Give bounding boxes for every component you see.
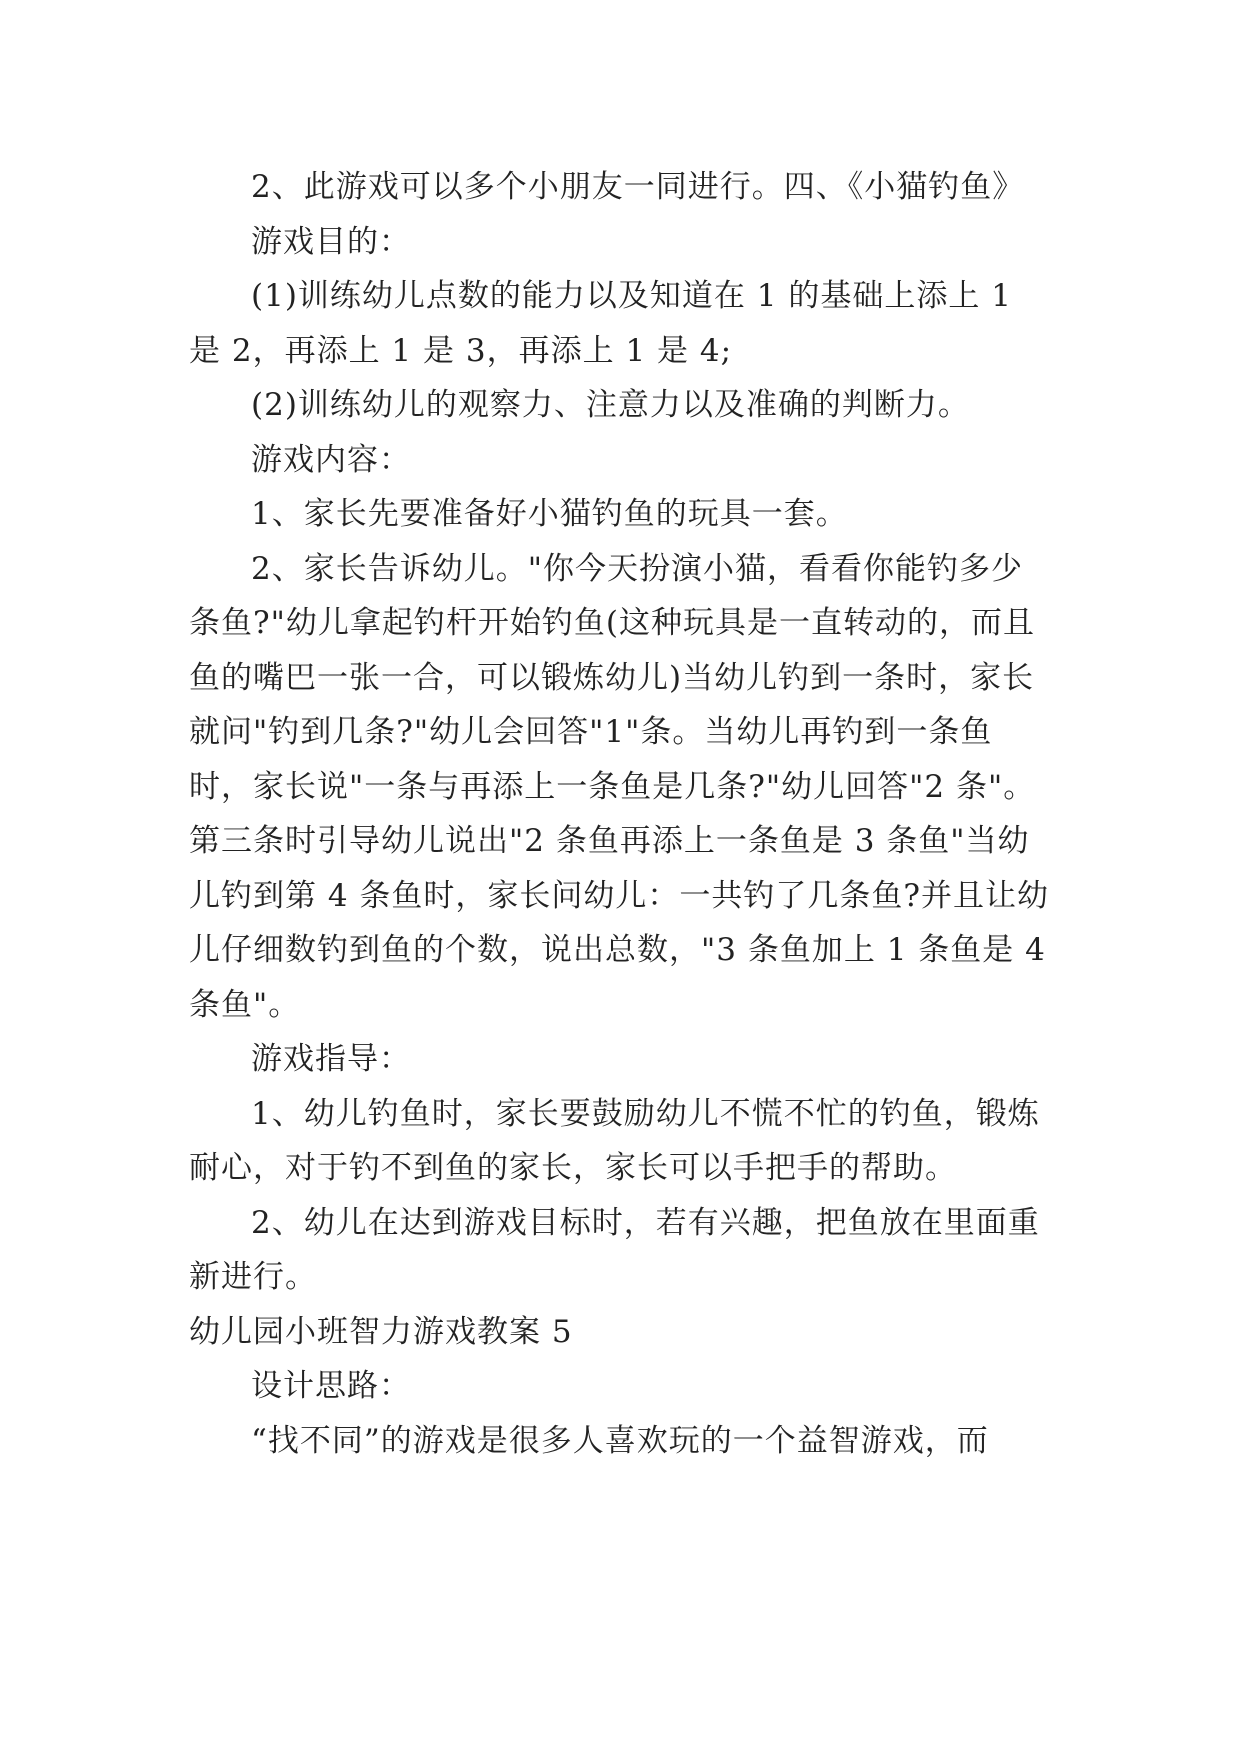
- paragraph-goal-1: (1)训练幼儿点数的能力以及知道在 1 的基础上添上 1 是 2，再添上 1 是 3，再添上 1 是 4;: [189, 278, 1012, 369]
- paragraph-guidance-2: 2、幼儿在达到游戏目标时，若有兴趣，把鱼放在里面重新进行。: [189, 1204, 1040, 1295]
- paragraph-guidance-1: 1、幼儿钓鱼时，家长要鼓励幼儿不慌不忙的钓鱼，锻炼耐心，对于钓不到鱼的家长，家长可以手把手的帮助。: [189, 1095, 1040, 1186]
- paragraph-goal-2: (2)训练幼儿的观察力、注意力以及准确的判断力。: [251, 387, 970, 423]
- heading-design-idea: 设计思路：: [251, 1368, 411, 1404]
- paragraph-content-2: 2、家长告诉幼儿。"你今天扮演小猫，看看你能钓多少条鱼?"幼儿拿起钓杆开始钓鱼(这种玩具是一直转动的，而且鱼的嘴巴一张一合，可以锻炼幼儿)当幼儿钓到一条时，家长就问"钓到几条?"幼儿会回答"1"条。当幼儿再钓到一条鱼时，家长说"一条与再添上一条鱼是几条?"幼儿回答"2 条"。第三条时引导幼儿说出"2 条鱼再添上一条鱼是 3 条鱼"当幼儿钓到第 4 条鱼时，家长问幼儿：一共钓了几条鱼?并且让幼儿仔细数钓到鱼的个数，说出总数，"3 条鱼加上 1 条鱼是 4 条鱼"。: [189, 550, 1050, 1023]
- heading-game-guidance: 游戏指导：: [251, 1041, 411, 1077]
- paragraph-game-note: 2、此游戏可以多个小朋友一同进行。四、《小猫钓鱼》: [251, 169, 1025, 205]
- heading-game-content: 游戏内容：: [251, 441, 411, 478]
- paragraph-content-1: 1、家长先要准备好小猫钓鱼的玩具一套。: [251, 496, 848, 532]
- section-title: 幼儿园小班智力游戏教案 5: [189, 1313, 573, 1350]
- heading-game-goal: 游戏目的：: [251, 223, 411, 260]
- paragraph-design-idea: “找不同”的游戏是很多人喜欢玩的一个益智游戏，而: [251, 1422, 989, 1459]
- document-body: [189, 160, 1051, 1468]
